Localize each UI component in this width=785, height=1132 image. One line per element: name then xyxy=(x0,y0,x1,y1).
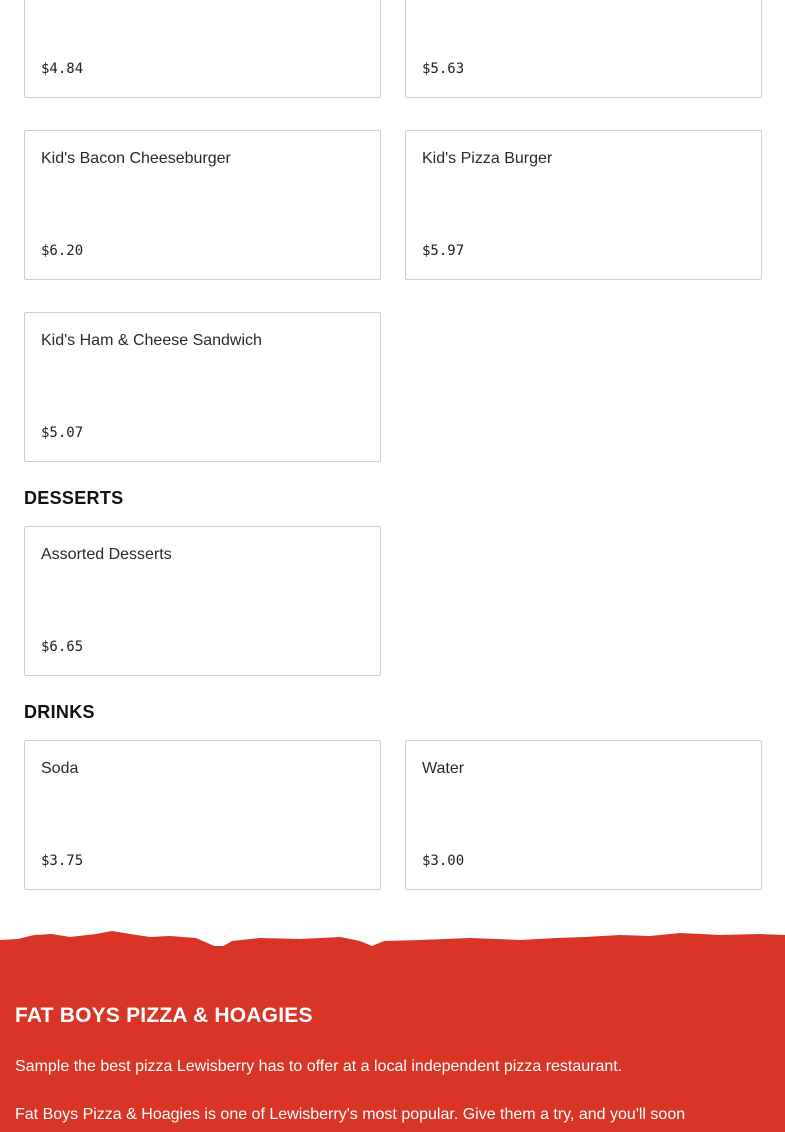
menu-item-price: $5.63 xyxy=(422,61,465,77)
footer-paragraph: Fat Boys Pizza & Hoagies is one of Lewisberry's most popular. Give them a try, and you'll soon xyxy=(15,1106,686,1123)
menu-item-price: $6.65 xyxy=(41,639,84,655)
menu-item-card[interactable] xyxy=(24,526,381,676)
footer-paragraph: Sample the best pizza Lewisberry has to offer at a local independent pizza restaurant. xyxy=(15,1058,623,1075)
section-title-drinks: DRINKS xyxy=(24,702,95,722)
menu-item-card[interactable] xyxy=(24,312,381,462)
menu-item-name: Kid's Bacon Cheeseburger xyxy=(41,150,231,167)
menu-item-price: $6.20 xyxy=(41,243,84,259)
menu-item-card[interactable] xyxy=(24,130,381,280)
menu-item-card[interactable] xyxy=(405,130,762,280)
menu-item-price: $3.00 xyxy=(422,853,465,869)
footer-title: FAT BOYS PIZZA & HOAGIES xyxy=(15,1004,313,1027)
section-title-desserts: DESSERTS xyxy=(24,488,124,508)
menu-item-price: $5.97 xyxy=(422,243,465,259)
menu-item-card[interactable] xyxy=(405,0,762,98)
menu-item-card[interactable] xyxy=(24,0,381,98)
menu-item-price: $4.84 xyxy=(41,61,84,77)
menu-item-name: Kid's Ham & Cheese Sandwich xyxy=(41,332,262,349)
menu-item-name: Soda xyxy=(41,760,79,777)
site-footer xyxy=(0,930,785,1132)
menu-item-name: Assorted Desserts xyxy=(41,546,172,563)
menu-item-card[interactable] xyxy=(405,740,762,890)
menu-item-name: Kid's Pizza Burger xyxy=(422,150,553,167)
menu-item-name: Water xyxy=(422,760,465,777)
footer-body xyxy=(0,946,785,1132)
menu-item-price: $3.75 xyxy=(41,853,84,869)
menu-item-price: $5.07 xyxy=(41,425,84,441)
menu-item-card[interactable] xyxy=(24,740,381,890)
